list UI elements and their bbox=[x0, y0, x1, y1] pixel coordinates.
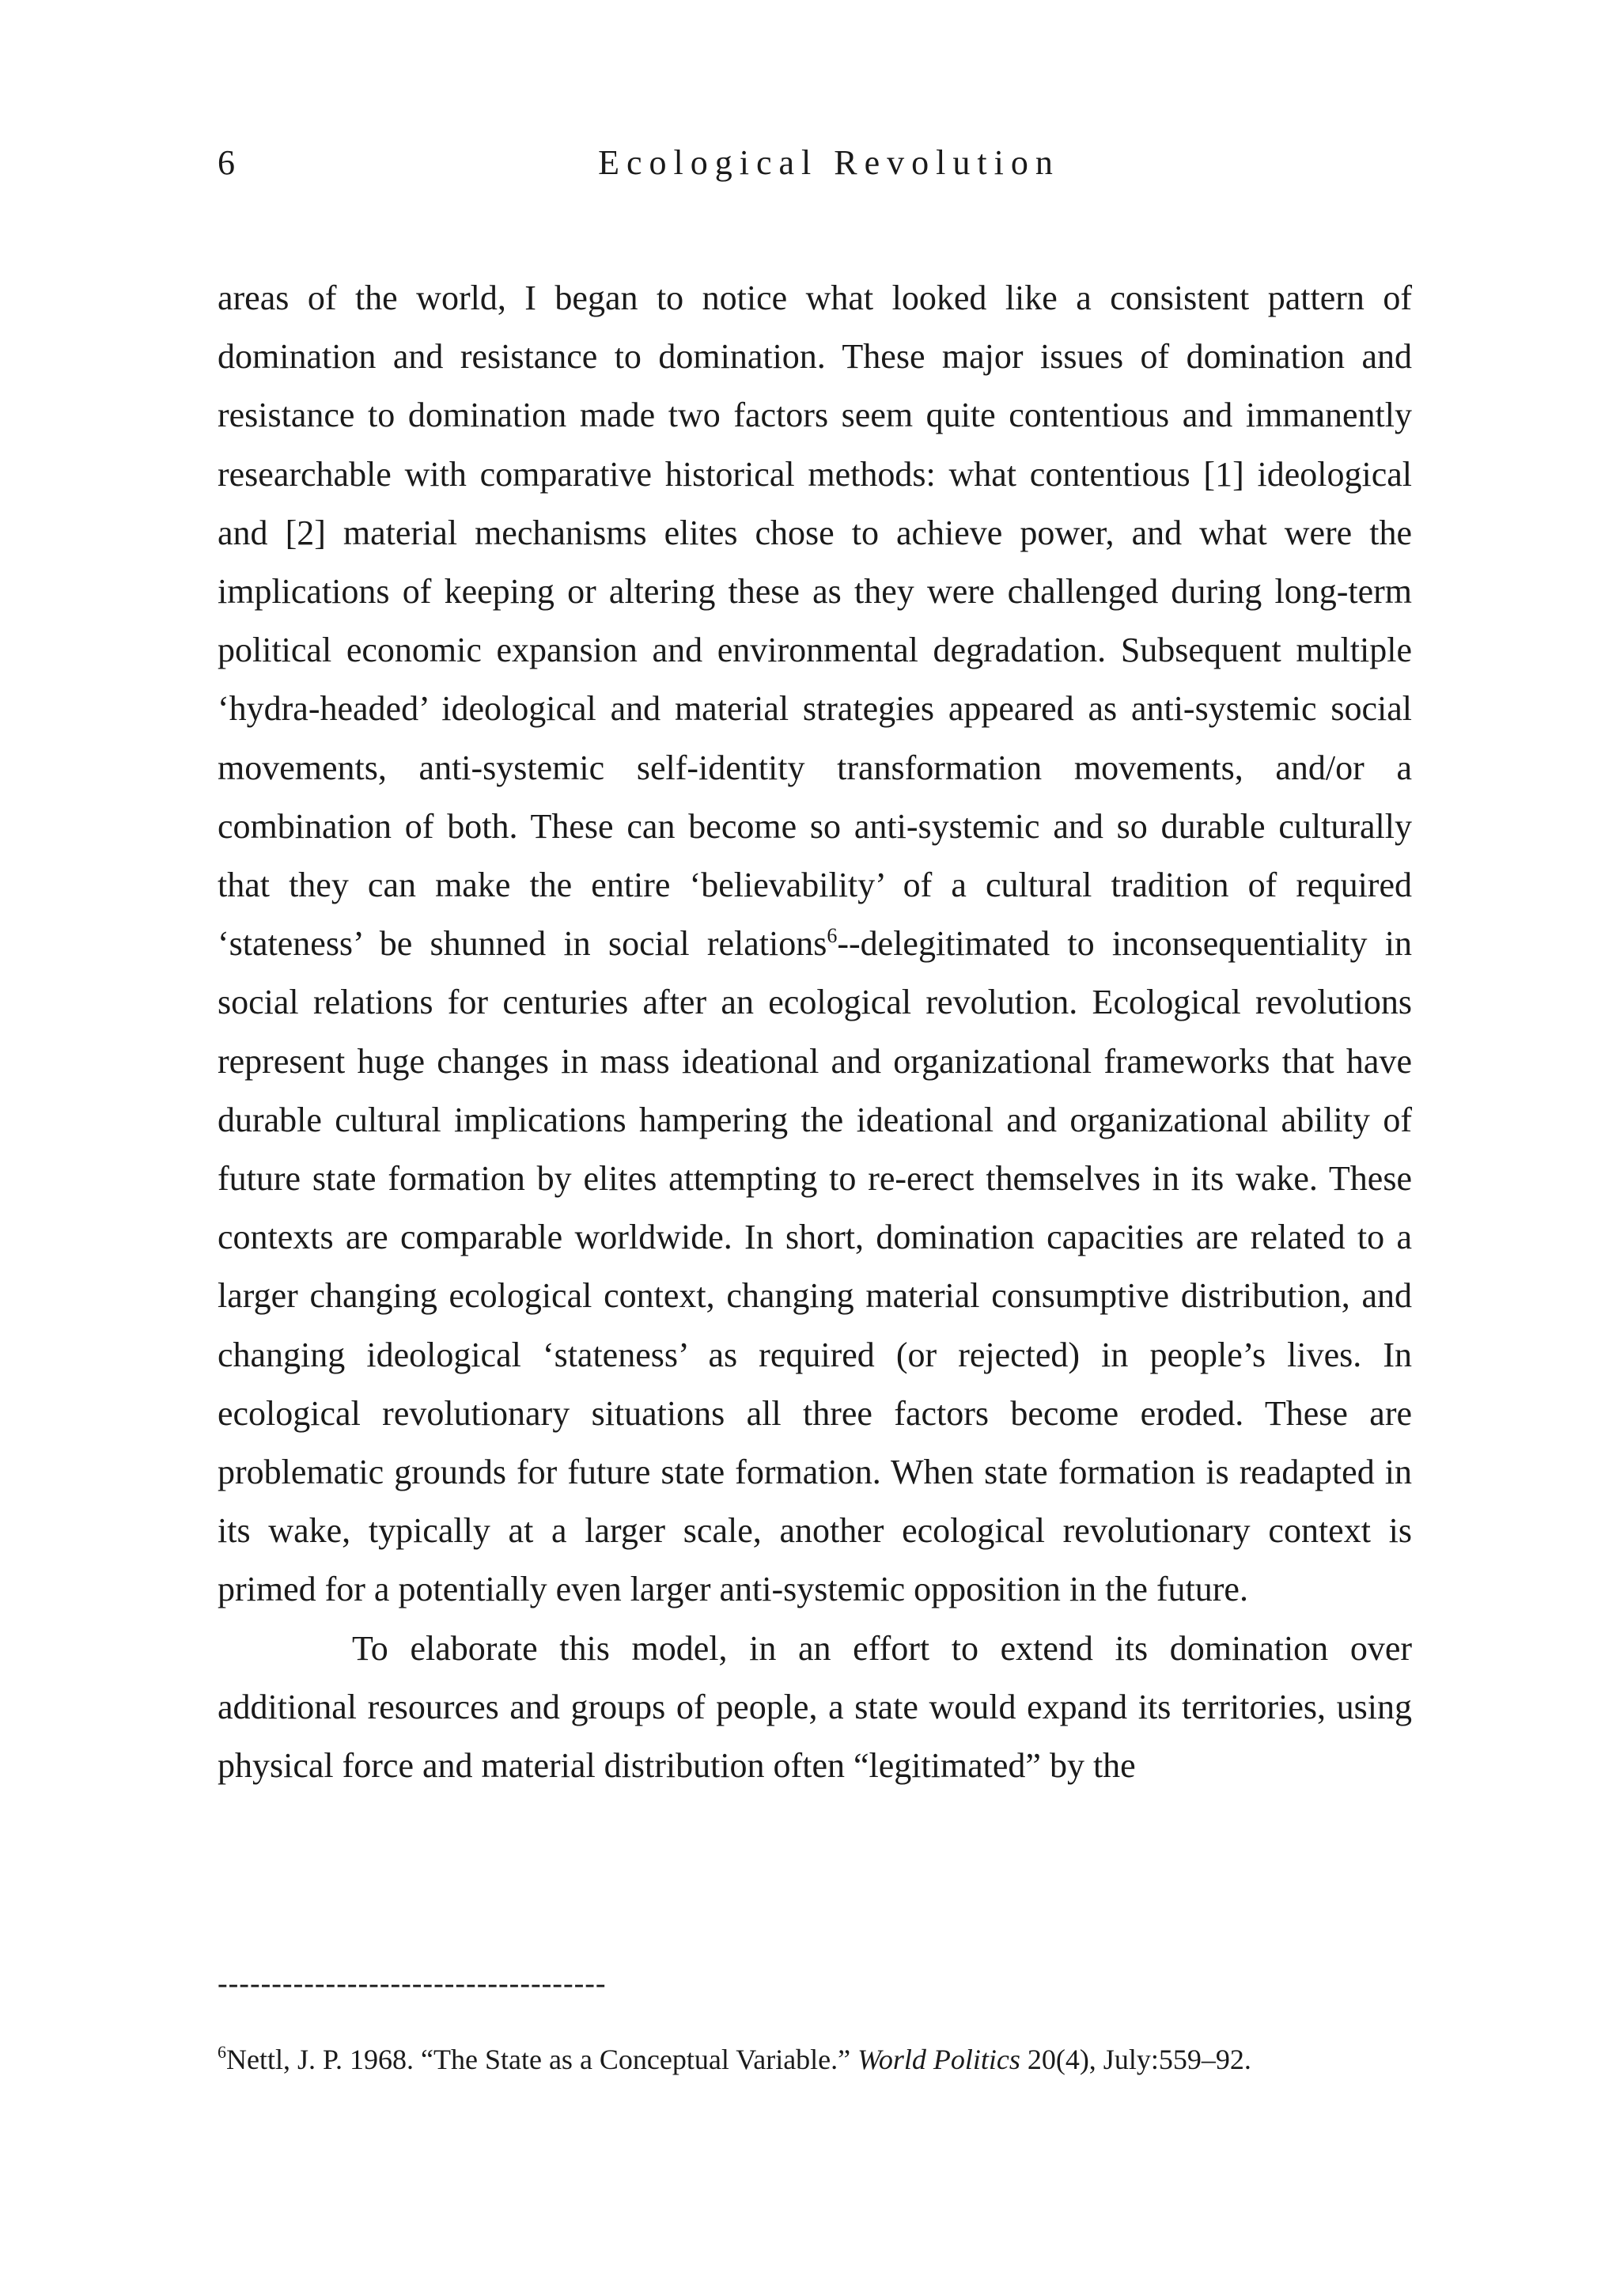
footnote-marker: 6 bbox=[218, 2042, 226, 2062]
paragraph-1 bbox=[218, 269, 1412, 1620]
paragraph-1-part-1: areas of the world, I began to notice what looked like a consistent pattern of domination and resistance to domination. These major issues of domination and resistance to domination made two factors seem quite contentious and immanently researchable with comparative historical methods: what contentious [1] ideological and [2] material mechanisms elites chose to achieve power, and what were the implications of keeping or altering these as they were challenged during long-term political economic expansion and environmental degradation. Subsequent multiple ‘hydra-headed’ ideological and material strategies appeared as anti-systemic social movements, anti-systemic self-identity transformation movements, and/or a combination of both. These can become so anti-systemic and so durable culturally that they can make the entire ‘believability’ of a cultural tradition of required ‘stateness’ be shunned in social relations bbox=[218, 278, 1412, 964]
paragraph-2: To elaborate this model, in an effort to extend its domination over additional resources and groups of people, a state would expand its territories, using physical force and material distribution often “legitimated” by the bbox=[218, 1628, 1412, 1786]
footnote-citation-details: 20(4), July:559–92. bbox=[1020, 2044, 1251, 2075]
running-head bbox=[218, 139, 1412, 187]
page-number: 6 bbox=[218, 143, 235, 182]
footnote-reference: 6 bbox=[827, 924, 838, 948]
paragraph-1-part-2: --delegitimated to inconsequentiality in social relations for centuries after an ecological revolution. Ecological revolutions represent huge changes in mass ideational and organizational frameworks that have durable cultural implications hampering the ideational and organizational ability of future state formation by elites attempting to re-erect themselves in its wake. These contexts are comparable worldwide. In short, domination capacities are related to a larger changing ecological context, changing material consumptive distribution, and changing ideological ‘stateness’ as required (or rejected) in people’s lives. In ecological revolutionary situations all three factors become eroded. These are problematic grounds for future state formation. When state formation is readapted in its wake, typically at a larger scale, another ecological revolutionary context is primed for a potentially even larger anti-systemic opposition in the future. bbox=[218, 924, 1412, 1609]
body-text bbox=[218, 269, 1412, 1795]
footnote-6 bbox=[218, 2040, 1412, 2079]
footnote-separator: ------------------------------------ bbox=[218, 1967, 607, 2000]
running-title: Ecological Revolution bbox=[598, 143, 1060, 182]
footnote-citation: Nettl, J. P. 1968. “The State as a Conceptual Variable.” bbox=[226, 2044, 858, 2075]
footnote-journal-title: World Politics bbox=[857, 2044, 1020, 2075]
